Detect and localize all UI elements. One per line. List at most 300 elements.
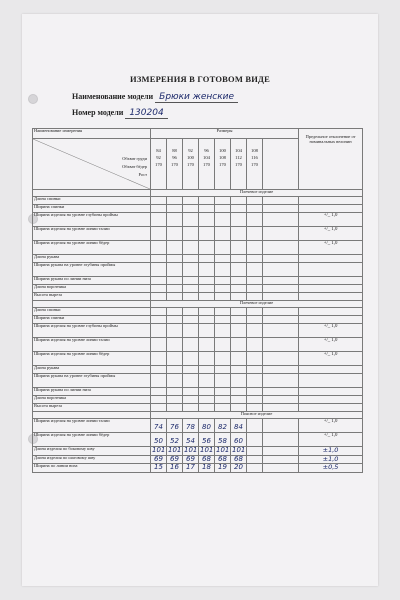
measure-value	[231, 396, 247, 404]
measure-spacer	[263, 324, 299, 338]
measure-value: 58	[215, 433, 231, 447]
measure-value	[167, 308, 183, 316]
table-row	[33, 277, 363, 285]
size-height: 170	[219, 162, 226, 167]
measure-value: 74	[151, 419, 167, 433]
size-chest: 108	[251, 148, 258, 153]
measure-value	[247, 433, 263, 447]
measure-value	[215, 338, 231, 352]
measure-value	[167, 205, 183, 213]
measure-value: 19	[215, 464, 231, 473]
measure-deviation	[299, 316, 363, 324]
table-row	[33, 263, 363, 277]
measure-value	[151, 352, 167, 366]
measure-value	[247, 447, 263, 456]
measure-deviation: +/_ 1,0	[299, 241, 363, 255]
measure-value: 101	[232, 446, 246, 454]
measure-value	[183, 352, 199, 366]
section-header-row	[33, 190, 363, 197]
measure-spacer	[263, 241, 299, 255]
measure-label: Ширина по линии низа	[33, 464, 151, 473]
measure-value	[199, 366, 215, 374]
measure-value	[247, 263, 263, 277]
size-height: 170	[171, 162, 178, 167]
measure-spacer	[263, 352, 299, 366]
size-chest: 100	[219, 148, 226, 153]
table-row	[33, 433, 363, 447]
size-column-empty	[263, 139, 299, 190]
measure-deviation: +/_ 1,0	[299, 227, 363, 241]
table-row	[33, 352, 363, 366]
measure-value	[151, 338, 167, 352]
measure-value	[167, 388, 183, 396]
size-height: 170	[187, 162, 194, 167]
measure-value	[231, 277, 247, 285]
measure-label: Ширина изделия на уровне линии талии	[33, 227, 151, 241]
measure-value	[247, 374, 263, 388]
measure-value	[199, 277, 215, 285]
measure-value	[151, 241, 167, 255]
measure-value	[151, 255, 167, 263]
model-name-label: Наименование модели	[72, 92, 154, 101]
measure-label: Ширина изделия на уровне глубины проймы	[33, 213, 151, 227]
measure-value	[247, 338, 263, 352]
table-row	[33, 205, 363, 213]
measure-spacer	[263, 374, 299, 388]
measure-value	[247, 396, 263, 404]
measure-value	[247, 388, 263, 396]
measure-value	[231, 241, 247, 255]
measure-spacer	[263, 455, 299, 464]
measure-value	[183, 404, 199, 412]
measure-value	[215, 316, 231, 324]
measure-spacer	[263, 404, 299, 412]
measure-deviation: +/_ 1,0	[299, 213, 363, 227]
measure-value	[215, 324, 231, 338]
measure-value	[247, 241, 263, 255]
punch-hole	[28, 94, 38, 104]
size-chest: 104	[235, 148, 242, 153]
measure-deviation	[299, 374, 363, 388]
measure-value: 18	[199, 464, 215, 473]
measure-value	[151, 366, 167, 374]
measure-value	[199, 338, 215, 352]
measure-value	[167, 197, 183, 205]
measure-label: Ширина спинки	[33, 316, 151, 324]
measure-value	[215, 277, 231, 285]
size-chest: 92	[188, 148, 193, 153]
measure-spacer	[263, 396, 299, 404]
measure-value	[215, 285, 231, 293]
measure-spacer	[263, 366, 299, 374]
measure-value: 101	[152, 446, 166, 454]
measure-value	[231, 197, 247, 205]
measure-label: Ширина рукава по линии низа	[33, 388, 151, 396]
measure-label: Длина спинки	[33, 308, 151, 316]
table-row	[33, 255, 363, 263]
section-title: Плечевое изделие	[151, 301, 363, 308]
measure-value	[215, 396, 231, 404]
measure-value	[167, 263, 183, 277]
measure-value	[199, 352, 215, 366]
measure-value	[247, 227, 263, 241]
measure-value	[231, 388, 247, 396]
table-row	[33, 464, 363, 473]
section-header-row	[33, 301, 363, 308]
measure-value	[183, 263, 199, 277]
measure-label: Ширина рукава на уровне глубины проймы	[33, 263, 151, 277]
size-height: 170	[155, 162, 162, 167]
measure-value	[247, 352, 263, 366]
measure-value	[199, 374, 215, 388]
measure-spacer	[263, 227, 299, 241]
measure-label: Длина воротника	[33, 285, 151, 293]
table-row	[33, 447, 363, 456]
header-row	[33, 129, 363, 139]
measure-value	[183, 255, 199, 263]
measure-label: Ширина изделия на уровне линии бёдер	[33, 352, 151, 366]
measure-value	[231, 374, 247, 388]
measure-label: Высота выреза	[33, 404, 151, 412]
measure-value	[215, 352, 231, 366]
measure-deviation: ±0,5	[299, 464, 363, 473]
table-row	[33, 316, 363, 324]
measure-value	[151, 263, 167, 277]
measure-value	[231, 213, 247, 227]
measure-value	[215, 293, 231, 301]
measure-value	[151, 396, 167, 404]
measure-value: 69	[151, 455, 167, 464]
measure-value: 56	[199, 433, 215, 447]
measure-spacer	[263, 316, 299, 324]
measure-deviation	[299, 285, 363, 293]
measure-label: Высота выреза	[33, 293, 151, 301]
model-name-line	[72, 92, 238, 102]
measure-value	[167, 352, 183, 366]
table-row	[33, 293, 363, 301]
measure-value: 101	[184, 446, 198, 454]
measure-value	[199, 285, 215, 293]
measure-value: 80	[199, 419, 215, 433]
size-column-header	[167, 139, 183, 190]
measure-value	[215, 213, 231, 227]
measure-value	[183, 324, 199, 338]
table-row	[33, 374, 363, 388]
measure-value	[151, 388, 167, 396]
measure-value	[199, 227, 215, 241]
measure-value	[167, 374, 183, 388]
measure-value	[199, 255, 215, 263]
measure-value	[183, 388, 199, 396]
size-column-header	[183, 139, 199, 190]
measure-value: 101	[200, 446, 214, 454]
measure-value: 17	[183, 464, 199, 473]
measure-value	[215, 366, 231, 374]
model-number-label: Номер модели	[72, 108, 124, 117]
measure-value: 101	[216, 446, 230, 454]
measure-deviation: ±1,0	[299, 447, 363, 456]
measure-value: 69	[183, 455, 199, 464]
measure-value	[183, 227, 199, 241]
table-row	[33, 455, 363, 464]
measure-value	[151, 374, 167, 388]
table-row	[33, 419, 363, 433]
measure-spacer	[263, 197, 299, 205]
measure-value	[215, 404, 231, 412]
measure-value	[247, 285, 263, 293]
measure-label: Длина воротника	[33, 396, 151, 404]
measure-spacer	[263, 277, 299, 285]
measure-value	[247, 316, 263, 324]
measure-label: Ширина изделия на уровне линии бёдер	[33, 241, 151, 255]
measure-label: Длина изделия по шаговому шву	[33, 455, 151, 464]
measure-value	[151, 213, 167, 227]
measure-label: Длина спинки	[33, 197, 151, 205]
size-hips: 104	[203, 155, 210, 160]
measure-value: 16	[167, 464, 183, 473]
measure-value	[231, 285, 247, 293]
measure-value: 82	[215, 419, 231, 433]
measure-label: Ширина рукава на уровне глубины проймы	[33, 374, 151, 388]
size-chest: 84	[156, 148, 161, 153]
measure-value	[215, 241, 231, 255]
diag-label-height: Рост	[138, 172, 147, 177]
size-hips: 100	[187, 155, 194, 160]
measure-deviation	[299, 205, 363, 213]
measure-value	[183, 277, 199, 285]
table-row	[33, 324, 363, 338]
measure-value	[183, 374, 199, 388]
measure-value	[247, 205, 263, 213]
measure-deviation	[299, 396, 363, 404]
diag-label-hips: Обхват бёдер	[122, 164, 147, 169]
measure-value	[199, 197, 215, 205]
measure-value	[183, 285, 199, 293]
measure-value	[231, 263, 247, 277]
measure-value	[167, 316, 183, 324]
table-row	[33, 388, 363, 396]
measure-deviation	[299, 263, 363, 277]
measure-label: Ширина изделия на уровне линии талии	[33, 419, 151, 433]
measure-value	[151, 277, 167, 285]
measure-value	[151, 308, 167, 316]
table-row	[33, 366, 363, 374]
measure-value	[199, 241, 215, 255]
measure-value	[215, 255, 231, 263]
table-row	[33, 404, 363, 412]
measure-value	[151, 293, 167, 301]
measure-value: 60	[231, 433, 247, 447]
measure-deviation: +/_ 1,0	[299, 433, 363, 447]
size-height: 170	[203, 162, 210, 167]
measure-label: Ширина спинки	[33, 205, 151, 213]
measure-value: 76	[167, 419, 183, 433]
measure-value: 20	[231, 464, 247, 473]
diag-label-chest: Обхват груди	[122, 156, 147, 161]
measure-value: 15	[151, 464, 167, 473]
model-number-value: 130204	[125, 108, 167, 119]
measure-value	[151, 197, 167, 205]
section-left-cell	[33, 190, 151, 197]
measure-deviation	[299, 366, 363, 374]
measure-value	[199, 213, 215, 227]
measure-value: 84	[231, 419, 247, 433]
measure-value	[247, 366, 263, 374]
measure-value	[247, 419, 263, 433]
table-row	[33, 197, 363, 205]
measure-value	[167, 241, 183, 255]
size-column-header	[199, 139, 215, 190]
measure-value	[247, 308, 263, 316]
section-title: Плечевое изделие	[151, 190, 363, 197]
measure-value: 52	[167, 433, 183, 447]
measure-value	[215, 374, 231, 388]
size-height: 170	[235, 162, 242, 167]
table-row	[33, 308, 363, 316]
measure-spacer	[263, 338, 299, 352]
measure-value	[151, 227, 167, 241]
measure-value	[215, 388, 231, 396]
size-height: 170	[251, 162, 258, 167]
measure-value: 50	[151, 433, 167, 447]
measure-value	[183, 293, 199, 301]
measure-spacer	[263, 308, 299, 316]
measure-value	[231, 366, 247, 374]
measure-value	[183, 316, 199, 324]
measure-deviation	[299, 308, 363, 316]
measure-value	[183, 308, 199, 316]
measure-value	[167, 366, 183, 374]
measure-value	[167, 324, 183, 338]
size-hips: 108	[219, 155, 226, 160]
table-row	[33, 396, 363, 404]
measure-value	[199, 308, 215, 316]
measure-value	[151, 316, 167, 324]
table-row	[33, 227, 363, 241]
measure-value: 78	[183, 419, 199, 433]
measure-value	[231, 404, 247, 412]
measure-value	[247, 277, 263, 285]
measure-label: Ширина изделия на уровне линии бёдер	[33, 433, 151, 447]
size-chest: 96	[204, 148, 209, 153]
measurements-table	[32, 128, 363, 473]
measure-value	[247, 213, 263, 227]
measure-value: 54	[183, 433, 199, 447]
measure-value	[231, 352, 247, 366]
measure-value	[151, 285, 167, 293]
measure-deviation: ±1,0	[299, 455, 363, 464]
measure-value: 68	[215, 455, 231, 464]
measure-value	[151, 324, 167, 338]
measure-deviation	[299, 255, 363, 263]
model-name-value: Брюки женские	[155, 92, 238, 103]
measure-label: Ширина рукава по линии низа	[33, 277, 151, 285]
document-title: ИЗМЕРЕНИЯ В ГОТОВОМ ВИДЕ	[130, 74, 270, 84]
measure-value	[199, 396, 215, 404]
size-column-header	[231, 139, 247, 190]
measure-value	[167, 227, 183, 241]
measure-value	[231, 293, 247, 301]
measure-deviation: +/_ 1,0	[299, 419, 363, 433]
measure-value	[183, 197, 199, 205]
measure-value	[247, 404, 263, 412]
measure-value	[247, 197, 263, 205]
model-number-line	[72, 108, 168, 118]
measure-value	[167, 404, 183, 412]
measure-spacer	[263, 419, 299, 433]
measure-value	[231, 205, 247, 213]
measure-spacer	[263, 464, 299, 473]
measure-value	[183, 366, 199, 374]
measure-value	[247, 255, 263, 263]
measure-value: 68	[199, 455, 215, 464]
measure-value: 101	[168, 446, 182, 454]
measure-value: 69	[167, 455, 183, 464]
measure-value	[199, 316, 215, 324]
measure-spacer	[263, 285, 299, 293]
measure-value	[215, 308, 231, 316]
measure-spacer	[263, 213, 299, 227]
measure-spacer	[263, 263, 299, 277]
measure-value	[231, 308, 247, 316]
measure-value	[247, 464, 263, 473]
measure-deviation	[299, 197, 363, 205]
measure-value	[199, 404, 215, 412]
size-column-header	[215, 139, 231, 190]
measure-spacer	[263, 293, 299, 301]
measure-label: Длина рукава	[33, 255, 151, 263]
measure-spacer	[263, 433, 299, 447]
table-row	[33, 338, 363, 352]
measure-value	[183, 241, 199, 255]
measure-value	[183, 205, 199, 213]
measure-value	[247, 324, 263, 338]
measure-value	[215, 227, 231, 241]
measure-value	[167, 255, 183, 263]
col-measure-header: Наименование измерения	[33, 129, 151, 139]
measure-value	[183, 213, 199, 227]
measure-value	[215, 263, 231, 277]
section-left-cell	[33, 412, 151, 419]
measure-value	[167, 277, 183, 285]
measure-spacer	[263, 447, 299, 456]
col-sizes-header: Размеры	[151, 129, 299, 139]
measure-deviation	[299, 277, 363, 285]
measure-value	[151, 404, 167, 412]
measure-value	[199, 293, 215, 301]
size-hips: 96	[172, 155, 177, 160]
measure-spacer	[263, 205, 299, 213]
measure-value	[215, 205, 231, 213]
measure-value	[167, 338, 183, 352]
table-row	[33, 213, 363, 227]
table-row	[33, 285, 363, 293]
size-hips: 92	[156, 155, 161, 160]
section-header-row	[33, 412, 363, 419]
measure-deviation: +/_ 1,0	[299, 324, 363, 338]
measure-value	[199, 388, 215, 396]
measure-value	[167, 213, 183, 227]
measure-deviation	[299, 388, 363, 396]
size-column-header	[247, 139, 263, 190]
measure-value	[247, 455, 263, 464]
measure-value: 68	[231, 455, 247, 464]
measure-value	[199, 205, 215, 213]
measure-deviation	[299, 293, 363, 301]
measure-value	[247, 293, 263, 301]
section-title: Поясное изделие	[151, 412, 363, 419]
diagonal-header-cell	[33, 139, 151, 190]
